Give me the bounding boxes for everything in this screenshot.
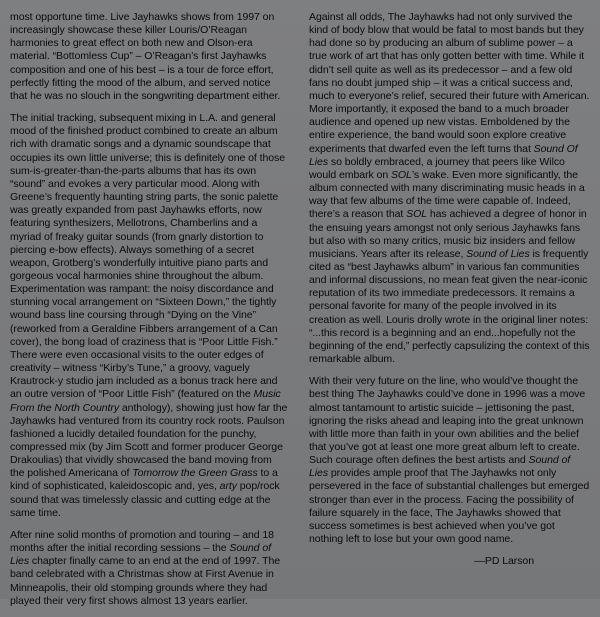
italic-title: Tomorrow the Green Grass [132, 467, 258, 480]
left-text-column [10, 11, 288, 617]
author-signature: —PD Larson [474, 555, 534, 568]
text-run: The initial tracking, subsequent mixing in L.A. and general mood of the finished product combined to create an album rich with dramatic songs and a dynamic soundscape that occupies its own little universe; this is definitely one of those sum-is-greater-than-the-parts albums that has its own “sound” and evokes a very particular mood. Along with Greene’s frequently haunting string parts, the sonic palette was greatly expanded from past Jayhawks efforts, now featuring synthesizers, Mellotrons, Chamberlins and a myriad of freaky guitar sounds (from gnarly distortion to piercing e-bow effects). Always something of a secret weapon, Grotberg’s wonderfully intuitive piano parts and gorgeous vocal harmonies shine throughout the album. Experimentation was rampant: the noisy discordance and stunning vocal arrangement on “Sixteen Down,” the tightly wound bass line coursing through “Dying on the Vine” (reworked from a Geraldine Fibbers arrangement of a Can cover), the bong load of craziness that is “Poor Little Fish.” There were even occasional visits to the outer edges of creativity – witness “Kirby’s Tune,” a groovy, vaguely Krautrock-y studio jam included as a bonus track here and an outre version of “Poor Little Fish” (featured on the [10, 112, 286, 401]
paragraph [10, 529, 288, 608]
italic-title: Sound of Lies [309, 454, 571, 480]
italic-title: Sound of Lies [10, 542, 271, 568]
italic-title: Music From the North Country [10, 388, 281, 414]
right-text-column [309, 11, 590, 577]
italic-title: Sound Of Lies [309, 142, 578, 168]
paragraph [10, 11, 288, 103]
text-run: so boldly embraced, a journey that peers like Wilco would embark on [309, 155, 565, 181]
italic-title: arty [219, 480, 237, 493]
paragraph [10, 112, 288, 520]
text-run: pop/rock sound that was timelessly classic and cutting edge at the same time. [10, 480, 280, 519]
text-run: With their very future on the line, who would’ve thought the best thing The Jayhawks could’ve done in 1996 was a move almost tantamount to artistic suicide – jettisoning the past, ignoring the risks ahead and leaping into the great unknown with little more than faith in your own abilities and the belief that you’ve got at least one more great album left to create. Such courage often defines the best artists and [309, 375, 586, 467]
text-run: is frequently cited as “best Jayhawks album” in various fan communities and informal discussions, no mean feat given the near-iconic reputation of its two immediate predecessors. It remains a personal favorite for many of the people involved in its creation as well. Louris drolly wrote in the original liner notes: “...this record is a beginning and an end...hopefully not the beginning of the end,” perfectly capsulizing the context of this remarkable album. [309, 247, 590, 366]
text-run: most opportune time. Live Jayhawks shows from 1997 on increasingly showcase these killer Louris/O’Reagan harmonies to great effect on both new and Olson-era material. “Bottomless Cup” – O’Reagan’s first Jayhawks composition and one of his best – is a tour de force effort, perfectly fitting the mood of the album, and served notice that he was no slouch in the songwriting department either. [10, 11, 281, 102]
text-run: provides ample proof that The Jayhawks not only persevered in the face of substantial challenges but emerged stronger than ever in the process. Facing the possibility of failure squarely in the face, The Jayhawks showed that success sometimes is best achieved when you’ve got nothing left to lose but your own good name. [309, 467, 590, 546]
text-run: Against all odds, The Jayhawks had not only survived the kind of body blow that would be fatal to most bands but they had done so by producing an album of sublime power – a true work of art that has only gotten better with time. While it didn’t sell quite as well as its predecessor – and a few old fans no doubt jumped ship – it was a critical success and, much to everyone’s relief, secured their future with American. More importantly, it exposed the band to a much broader audience and opened up new vistas. Emboldened by the entire experience, the band would soon explore creative experiments that dwarfed even the left turns that [309, 11, 590, 155]
italic-title: SOL [390, 168, 412, 181]
italic-title: Sound of Lies [466, 247, 530, 260]
paragraph [309, 11, 590, 366]
text-run: anthology), showing just how far the Jayhawks had ventured from its country rock roots. Paulson fashioned a lucidly detailed foundation for the punchy, compressed mix (by Jim Scott and former producer George Drakoulias) that vividly showcased the band moving from the polished Americana of [10, 401, 288, 480]
text-run: to a kind of sophisticated, kaleidoscopic and, yes, [10, 467, 278, 493]
text-run: After nine solid months of promotion and touring – and 18 months after the initial recording sessions – the [10, 528, 274, 555]
paragraph [309, 375, 590, 546]
text-run: ’s wake. Even more significantly, the album connected with many discriminating music heads in a way that few albums of the time were capable of. Indeed, there’s a reason that [309, 168, 585, 221]
text-run: has achieved a degree of honor in the ensuing years amongst not only serious Jayhawks fans but also with so many critics, music biz insiders and fellow musicians. Years after its release, [309, 208, 587, 260]
italic-title: SOL [406, 208, 428, 221]
text-run: chapter finally came to an end at the end of 1997. The band celebrated with a Christmas show at First Avenue in Minneapolis, their old stomping grounds where they had played their very first shows almost 13 years earlier. [10, 555, 281, 607]
